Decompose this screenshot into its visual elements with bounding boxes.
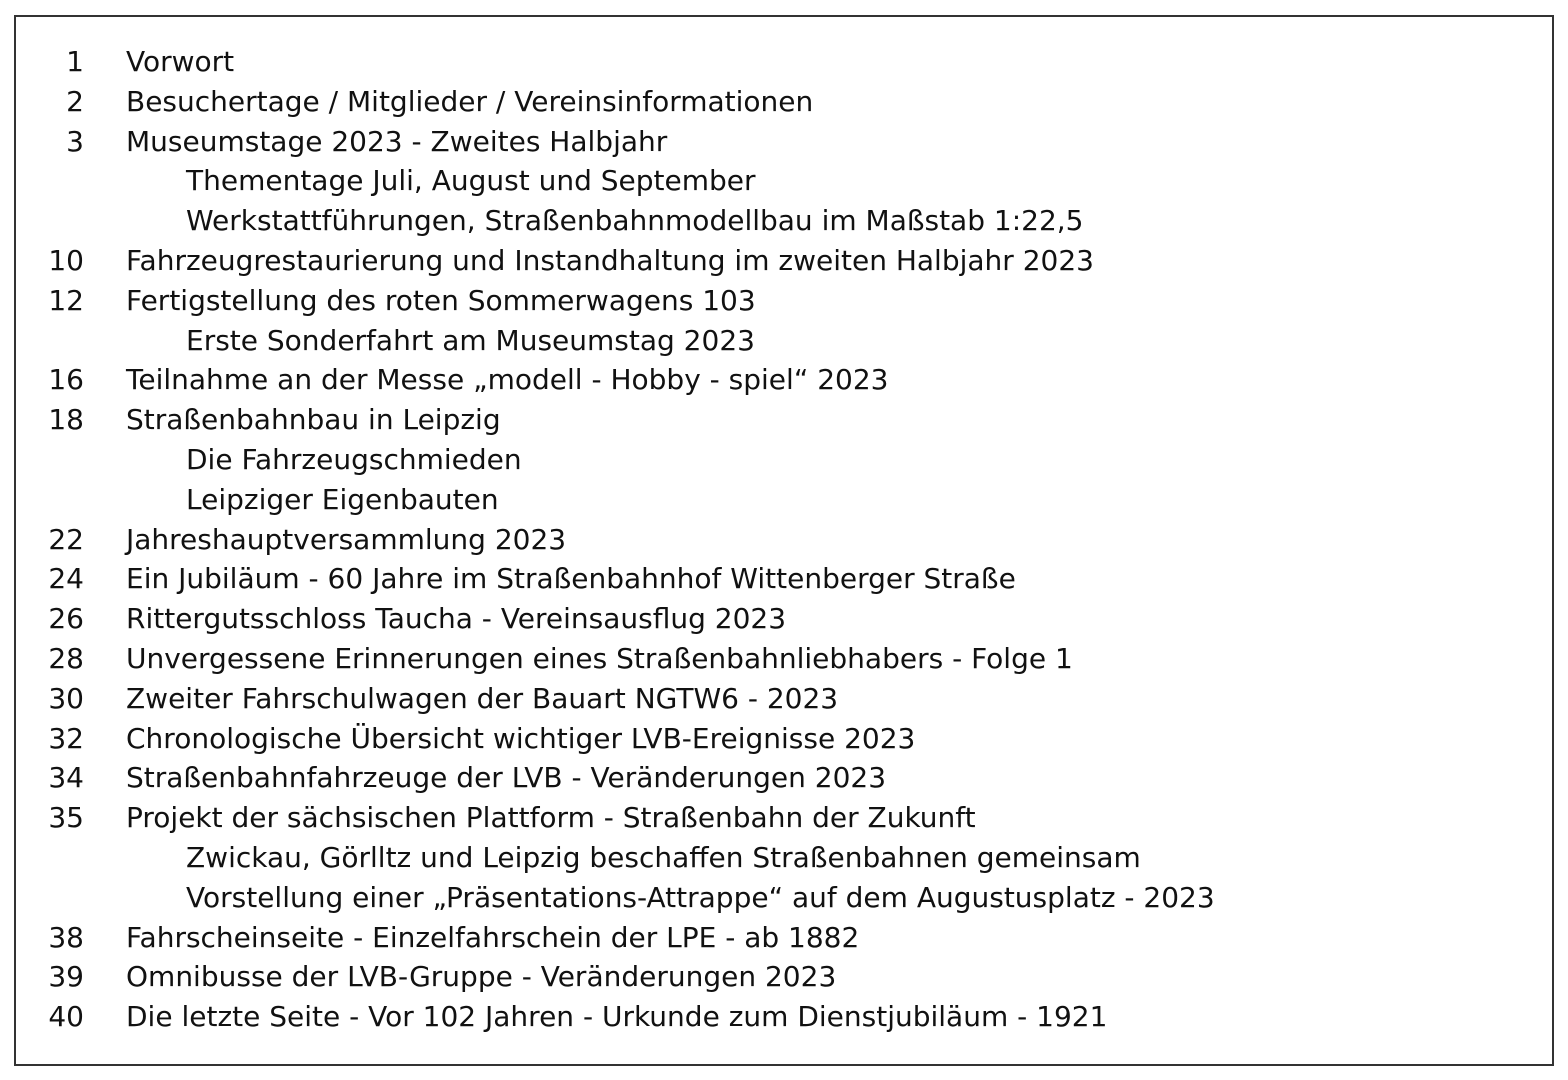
toc-page-number: 26 [48, 602, 84, 636]
toc-subentry [0, 440, 1568, 480]
toc-page-number: 1 [66, 45, 84, 78]
toc-entry [0, 360, 1568, 400]
toc-subentry [0, 878, 1568, 918]
toc-entry [0, 559, 1568, 599]
toc-title: Die letzte Seite - Vor 102 Jahren - Urkunde zum Dienstjubiläum - 1921 [126, 1000, 1108, 1034]
toc-entry [0, 241, 1568, 281]
toc-page-number: 3 [66, 124, 84, 158]
toc-entry [0, 122, 1568, 162]
toc-entry [0, 82, 1568, 122]
toc-title: Ein Jubiläum - 60 Jahre im Straßenbahnhof Wittenberger Straße [126, 562, 1016, 596]
toc-entry [0, 599, 1568, 639]
toc-page-number: 10 [48, 243, 84, 277]
toc-title: Thementage Juli, August und September [186, 164, 756, 198]
toc-title: Die Fahrzeugschmieden [186, 442, 522, 476]
toc-entry [0, 679, 1568, 719]
toc-subentry [0, 321, 1568, 361]
toc-title: Fahrscheinseite - Einzelfahrschein der LPE - ab 1882 [126, 920, 860, 954]
toc-title: Jahreshauptversammlung 2023 [126, 522, 567, 556]
toc-entry [0, 918, 1568, 958]
toc-entry [0, 798, 1568, 838]
toc-page-number: 24 [48, 562, 84, 596]
toc-title: Unvergessene Erinnerungen eines Straßenbahnliebhabers - Folge 1 [126, 641, 1073, 675]
toc-title: Vorwort [126, 45, 235, 78]
toc-entry [0, 520, 1568, 560]
table-of-contents [0, 42, 1568, 1037]
toc-title: Vorstellung einer „Präsentations-Attrappe“ auf dem Augustusplatz - 2023 [186, 880, 1215, 914]
toc-title: Omnibusse der LVB-Gruppe - Veränderungen 2023 [126, 960, 837, 994]
toc-subentry [0, 480, 1568, 520]
toc-title: Teilnahme an der Messe „modell - Hobby - spiel“ 2023 [126, 363, 889, 397]
toc-page-number: 38 [48, 920, 84, 954]
toc-title: Straßenbahnbau in Leipzig [126, 403, 501, 437]
toc-subentry [0, 161, 1568, 201]
toc-entry [0, 281, 1568, 321]
toc-entry [0, 957, 1568, 997]
toc-entry [0, 400, 1568, 440]
toc-title: Fertigstellung des roten Sommerwagens 103 [126, 283, 756, 317]
toc-title: Rittergutsschloss Taucha - Vereinsausflug 2023 [126, 602, 787, 636]
toc-title: Museumstage 2023 - Zweites Halbjahr [126, 124, 668, 158]
toc-page-number: 40 [48, 1000, 84, 1034]
toc-entry [0, 639, 1568, 679]
toc-title: Zwickau, Görlltz und Leipzig beschaffen Straßenbahnen gemeinsam [186, 840, 1141, 874]
toc-page-number: 16 [48, 363, 84, 397]
toc-page-number: 28 [48, 641, 84, 675]
toc-title: Projekt der sächsischen Plattform - Straßenbahn der Zukunft [126, 801, 976, 835]
toc-entry [0, 997, 1568, 1037]
toc-title: Straßenbahnfahrzeuge der LVB - Veränderungen 2023 [126, 761, 887, 795]
toc-title: Besuchertage / Mitglieder / Vereinsinformationen [126, 84, 814, 118]
toc-page-number: 35 [48, 801, 84, 835]
toc-page-number: 12 [48, 283, 84, 317]
toc-page-number: 22 [48, 522, 84, 556]
toc-subentry [0, 838, 1568, 878]
toc-page-number: 34 [48, 761, 84, 795]
toc-page-number: 32 [48, 721, 84, 755]
toc-page-number: 2 [66, 84, 84, 118]
toc-title: Chronologische Übersicht wichtiger LVB-Ereignisse 2023 [126, 721, 916, 755]
toc-page-number: 30 [48, 681, 84, 715]
toc-subentry [0, 201, 1568, 241]
toc-page-number: 39 [48, 960, 84, 994]
toc-title: Leipziger Eigenbauten [186, 482, 499, 516]
toc-title: Zweiter Fahrschulwagen der Bauart NGTW6 - 2023 [126, 681, 839, 715]
toc-title: Fahrzeugrestaurierung und Instandhaltung im zweiten Halbjahr 2023 [126, 243, 1094, 277]
toc-entry [0, 719, 1568, 759]
toc-title: Erste Sonderfahrt am Museumstag 2023 [186, 323, 755, 357]
toc-title: Werkstattführungen, Straßenbahnmodellbau im Maßstab 1:22,5 [186, 204, 1084, 238]
toc-page-number: 18 [48, 403, 84, 437]
toc-entry [0, 758, 1568, 798]
toc-entry [0, 42, 1568, 82]
